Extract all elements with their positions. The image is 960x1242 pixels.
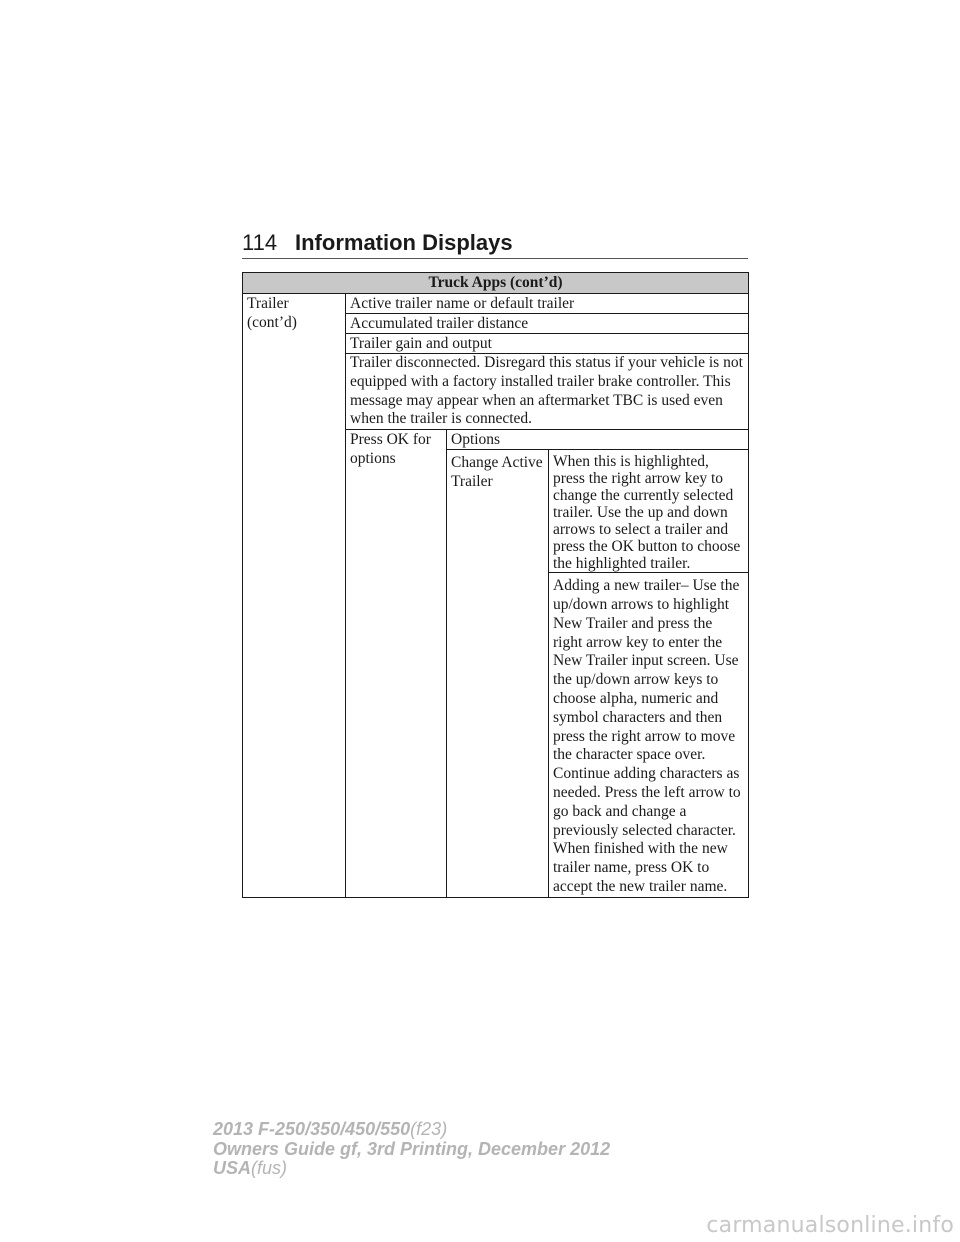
table-row bbox=[243, 294, 749, 314]
page-header bbox=[242, 228, 748, 259]
footer-model-code: (f23) bbox=[410, 1119, 448, 1139]
row-cell: Trailer gain and output bbox=[346, 334, 749, 354]
page-footer bbox=[213, 1120, 610, 1179]
change-description-cell: When this is highlighted, press the right arrow key to change the currently selected trailer. Use the up and down arrows to select a trailer and press the OK button to choose the highlighted trailer. bbox=[549, 450, 749, 573]
add-trailer-description-cell: Adding a new trailer– Use the up/down arrows to highlight New Trailer and press the right arrow key to enter the New Trailer input screen. Use the up/down arrow keys to choose alpha, numeric and symbol characters and then press the right arrow to move the character space over. Continue adding characters as needed. Press the left arrow to go back and change a previously selected character. When finished with the new trailer name, press OK to accept the new trailer name. bbox=[549, 573, 749, 898]
row-cell: Accumulated trailer distance bbox=[346, 314, 749, 334]
change-active-trailer-cell: Change Active Trailer bbox=[447, 450, 549, 898]
row-cell: Trailer disconnected. Disregard this status if your vehicle is not equipped with a factory installed trailer brake controller. This message may appear when an aftermarket TBC is used even when the trailer is connected. bbox=[346, 354, 749, 430]
footer-line-model bbox=[213, 1120, 610, 1140]
category-cell: Trailer (cont’d) bbox=[243, 294, 346, 898]
watermark: carmanualsonline.info bbox=[706, 1213, 954, 1238]
footer-market-code: (fus) bbox=[251, 1158, 288, 1178]
truck-apps-table bbox=[242, 272, 749, 898]
table-caption-row bbox=[243, 273, 749, 294]
options-cell: Options bbox=[447, 430, 749, 450]
footer-line-market bbox=[213, 1159, 610, 1179]
table-caption: Truck Apps (cont’d) bbox=[243, 273, 749, 294]
row-cell: Active trailer name or default trailer bbox=[346, 294, 749, 314]
section-title: Information Displays bbox=[295, 230, 513, 255]
footer-model: 2013 F-250/350/450/550 bbox=[213, 1119, 411, 1139]
footer-guide: Owners Guide gf, 3rd Printing, December 2012 bbox=[213, 1138, 611, 1159]
press-ok-cell: Press OK for options bbox=[346, 430, 447, 898]
footer-market: USA bbox=[213, 1158, 252, 1178]
page-number: 114 bbox=[242, 230, 278, 255]
